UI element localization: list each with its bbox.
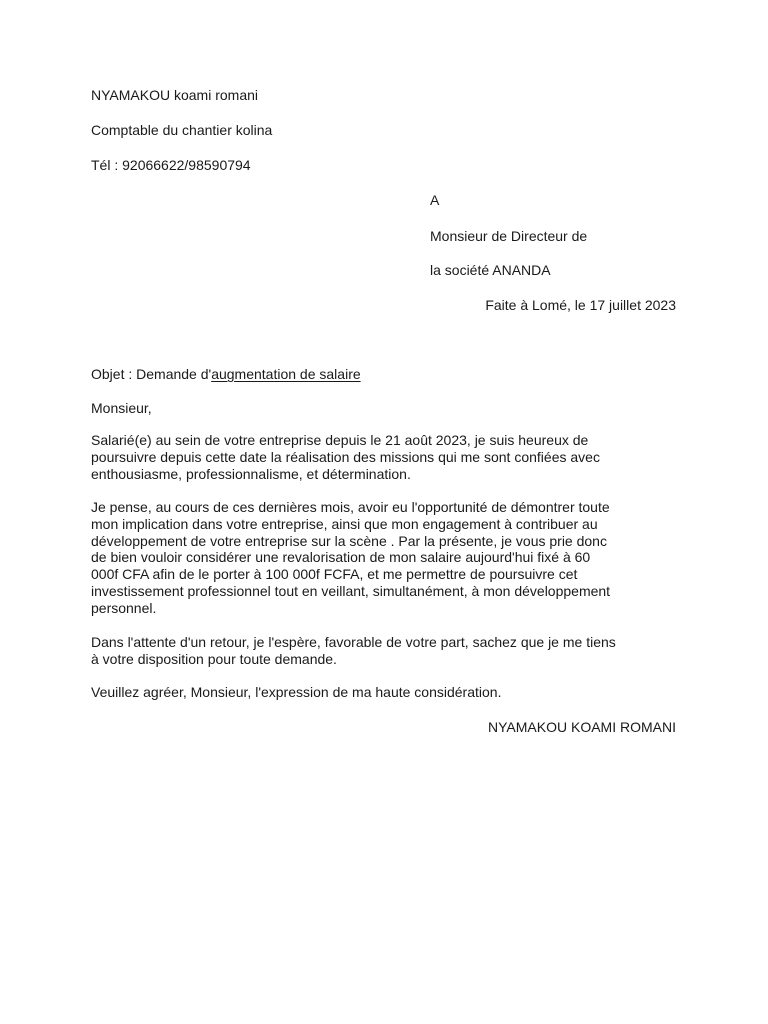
recipient-title: Monsieur de Directeur de [430,228,588,244]
salutation: Monsieur, [91,400,152,416]
paragraph-line: mon implication dans votre entreprise, ainsi que mon engagement à contribuer au [91,515,598,532]
paragraph-line: Je pense, au cours de ces dernières mois, avoir eu l'opportunité de démontrer toute [91,499,610,515]
sender-name: NYAMAKOU koami romani [91,87,259,103]
closing-formula: Veuillez agréer, Monsieur, l'expression de ma haute considération. [91,684,502,700]
paragraph-line: de bien vouloir considérer une revalorisation de mon salaire aujourd'hui fixé à 60 [91,549,591,566]
subject-prefix: Objet : Demande [91,366,201,382]
paragraph-line: personnel. [91,599,157,616]
subject-underlined: augmentation de salaire [211,366,361,382]
subject-line [91,366,361,382]
date-place: Faite à Lomé, le 17 juillet 2023 [485,297,676,313]
subject-mid: d' [200,366,212,382]
paragraph-line: à votre disposition pour toute demande. [91,650,337,667]
paragraph-line: enthousiasme, professionnalisme, et détermination. [91,465,411,482]
paragraph-line: 000f CFA afin de le porter à 100 000f FCFA, et me permettre de poursuivre cet [91,566,578,583]
paragraph-line: Dans l'attente d'un retour, je l'espère, favorable de votre part, sachez que je me tiens [91,634,616,650]
body-paragraph-3 [91,634,691,668]
paragraph-line: Salarié(e) au sein de votre entreprise depuis le 21 août 2023, je suis heureux de [91,432,589,448]
sender-phone: Tél : 92066622/98590794 [91,157,251,173]
signature: NYAMAKOU KOAMI ROMANI [488,719,676,735]
paragraph-line: investissement professionnel tout en veillant, simultanément, à mon développement [91,582,611,599]
sender-position: Comptable du chantier kolina [91,122,273,138]
paragraph-line: développement de votre entreprise sur la scène . Par la présente, je vous prie donc [91,532,607,549]
paragraph-line: poursuivre depuis cette date la réalisation des missions qui me sont confiées avec [91,448,600,465]
body-paragraph-2 [91,499,691,617]
recipient-company: la société ANANDA [430,262,551,278]
recipient-to: A [430,192,440,208]
body-paragraph-1 [91,432,691,482]
